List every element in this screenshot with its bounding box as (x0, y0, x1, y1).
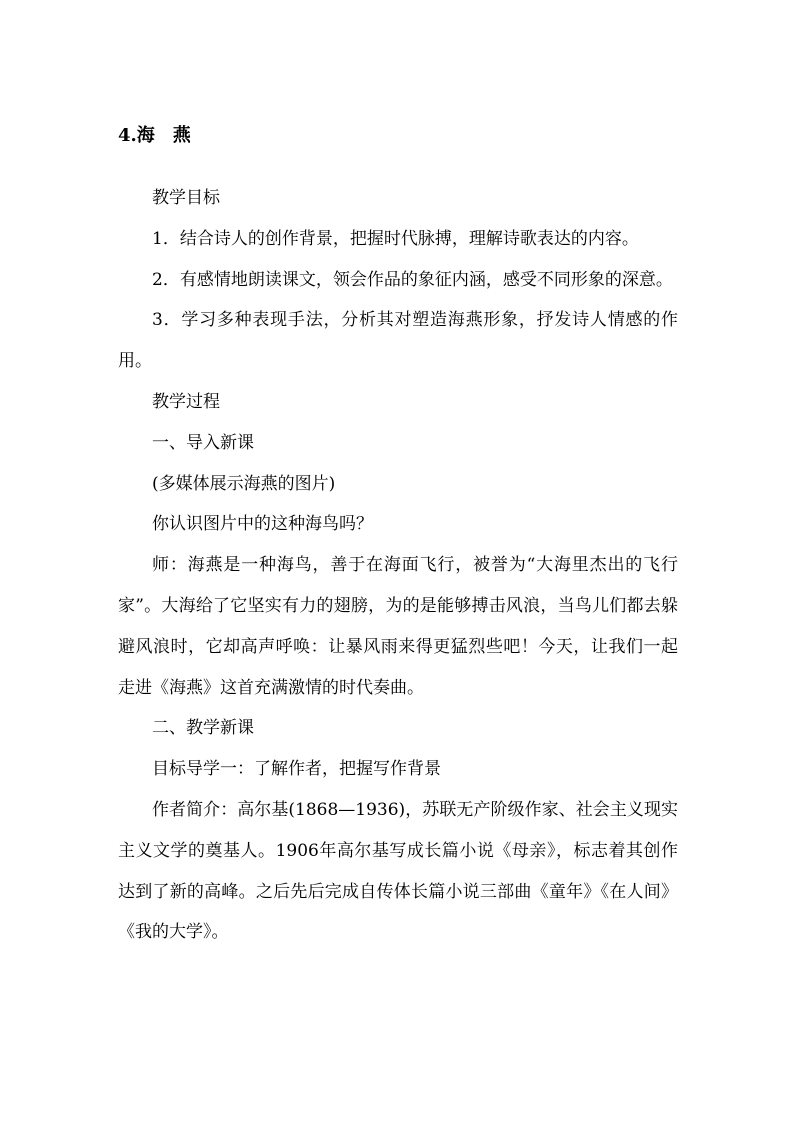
goal-item-1: 1．结合诗人的创作背景，把握时代脉搏，理解诗歌表达的内容。 (152, 228, 639, 249)
objective-guide-one: 目标导学一：了解作者，把握写作背景 (152, 759, 441, 780)
multimedia-note: (多媒体展示海燕的图片) (152, 473, 336, 494)
author-introduction-paragraph: 作者简介：高尔基(1868—1936)，苏联无产阶级作家、社会主义现实主义文学的奠基人。1906年高尔基写成长篇小说《母亲》，标志着其创作达到了新的高峰。之后先后完成自传体长篇小说三部曲《童年》《在人间》《我的大学》。 (118, 799, 678, 943)
goal-item-3: 3．学习多种表现手法，分析其对塑造海燕形象，抒发诗人情感的作用。 (118, 310, 678, 372)
subheading-new-lesson: 二、教学新课 (152, 718, 254, 739)
section-heading-teaching-goals: 教学目标 (152, 188, 220, 208)
lesson-title: 4.海 燕 (118, 125, 191, 146)
document-body (118, 178, 678, 953)
goal-item-2: 2．有感情地朗读课文，领会作品的象征内涵，感受不同形象的深意。 (152, 269, 673, 290)
subheading-introduction: 一、导入新课 (152, 432, 254, 453)
question-paragraph: 你认识图片中的这种海鸟吗？ (152, 514, 373, 535)
section-heading-teaching-process: 教学过程 (152, 391, 220, 412)
teacher-intro-paragraph: 师：海燕是一种海鸟，善于在海面飞行，被誉为“大海里杰出的飞行家”。大海给了它坚实有力的翅膀，为的是能够搏击风浪，当鸟儿们都去躲避风浪时，它却高声呼唤：让暴风雨来得更猛烈些吧！今天，让我们一起走进《海燕》这首充满激情的时代奏曲。 (118, 555, 678, 698)
